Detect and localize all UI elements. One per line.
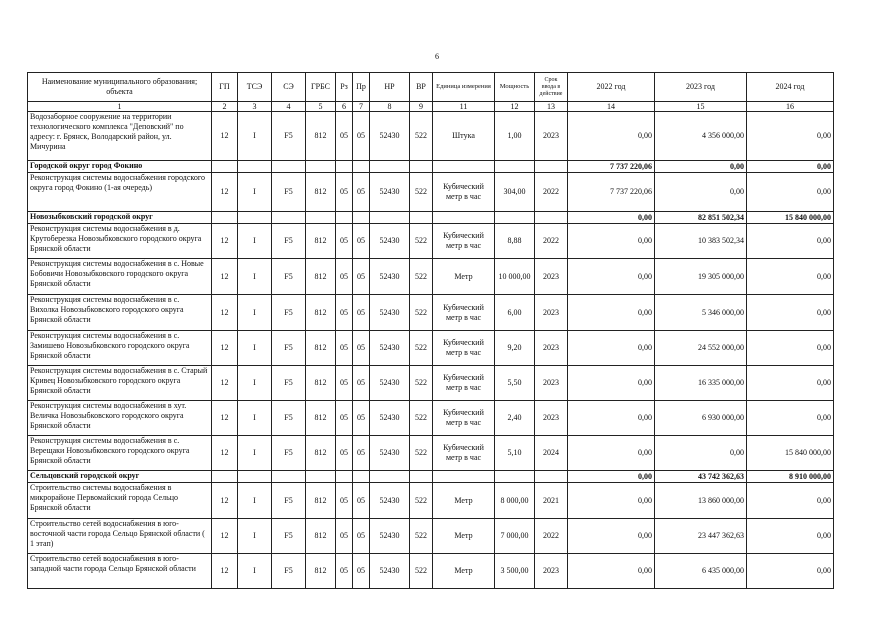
grbs-cell: 812 xyxy=(306,331,336,366)
object-name: Строительство сетей водоснабжения в юго-западной части города Сельцо Брянской области xyxy=(28,554,212,589)
group-row xyxy=(28,471,834,483)
rz-cell: 05 xyxy=(336,295,353,331)
gp-cell: 12 xyxy=(212,259,238,295)
group-total-2023: 0,00 xyxy=(655,161,747,173)
unit-cell: Кубический метр в час xyxy=(433,436,495,471)
table-row xyxy=(28,173,834,212)
column-number: 4 xyxy=(272,102,306,112)
empty-cell xyxy=(370,161,410,173)
unit-cell: Метр xyxy=(433,259,495,295)
header-cell: НР xyxy=(370,73,410,102)
grbs-cell: 812 xyxy=(306,401,336,436)
column-number: 16 xyxy=(747,102,834,112)
gp-cell: 12 xyxy=(212,519,238,554)
object-name: Реконструкция системы водоснабжения в с. Замишево Новозыбковского городского округа Брянской области xyxy=(28,331,212,366)
vr-cell: 522 xyxy=(410,366,433,401)
group-row xyxy=(28,212,834,224)
rz-cell: 05 xyxy=(336,436,353,471)
gp-cell: 12 xyxy=(212,401,238,436)
pr-cell: 05 xyxy=(353,331,370,366)
tse-cell: I xyxy=(238,366,272,401)
header-cell: Единица измерения xyxy=(433,73,495,102)
column-number: 1 xyxy=(28,102,212,112)
empty-cell xyxy=(410,161,433,173)
nr-cell: 52430 xyxy=(370,554,410,589)
gp-cell: 12 xyxy=(212,331,238,366)
rz-cell: 05 xyxy=(336,112,353,161)
pr-cell: 05 xyxy=(353,519,370,554)
year-cell: 2023 xyxy=(535,259,568,295)
tse-cell: I xyxy=(238,224,272,259)
empty-cell xyxy=(495,212,535,224)
tse-cell: I xyxy=(238,401,272,436)
table-row xyxy=(28,331,834,366)
empty-cell xyxy=(495,471,535,483)
value-2023: 10 383 502,34 xyxy=(655,224,747,259)
table-row xyxy=(28,519,834,554)
nr-cell: 52430 xyxy=(370,519,410,554)
grbs-cell: 812 xyxy=(306,483,336,519)
column-number: 11 xyxy=(433,102,495,112)
year-cell: 2023 xyxy=(535,295,568,331)
unit-cell: Штука xyxy=(433,112,495,161)
empty-cell xyxy=(535,212,568,224)
empty-cell xyxy=(353,161,370,173)
power-cell: 9,20 xyxy=(495,331,535,366)
object-name: Водозаборное сооружение на территории технологического комплекса "Деповский" по адресу: г. Брянск, Володарский район, ул. Мичурина xyxy=(28,112,212,161)
table-row xyxy=(28,436,834,471)
group-total-2022: 0,00 xyxy=(568,212,655,224)
column-number: 15 xyxy=(655,102,747,112)
pr-cell: 05 xyxy=(353,259,370,295)
power-cell: 8,88 xyxy=(495,224,535,259)
empty-cell xyxy=(336,212,353,224)
value-2022: 0,00 xyxy=(568,259,655,295)
value-2024: 0,00 xyxy=(747,295,834,331)
pr-cell: 05 xyxy=(353,554,370,589)
header-cell: Мощность xyxy=(495,73,535,102)
table-body xyxy=(28,112,834,589)
group-total-2023: 82 851 502,34 xyxy=(655,212,747,224)
value-2022: 7 737 220,06 xyxy=(568,173,655,212)
grbs-cell: 812 xyxy=(306,436,336,471)
empty-cell xyxy=(212,471,238,483)
se-cell: F5 xyxy=(272,366,306,401)
header-cell: ГРБС xyxy=(306,73,336,102)
se-cell: F5 xyxy=(272,173,306,212)
rz-cell: 05 xyxy=(336,173,353,212)
value-2023: 5 346 000,00 xyxy=(655,295,747,331)
unit-cell: Метр xyxy=(433,519,495,554)
vr-cell: 522 xyxy=(410,224,433,259)
empty-cell xyxy=(410,471,433,483)
empty-cell xyxy=(336,471,353,483)
empty-cell xyxy=(433,161,495,173)
object-name: Строительство системы водоснабжения в микрорайоне Первомайский города Сельцо Брянской области xyxy=(28,483,212,519)
value-2024: 0,00 xyxy=(747,331,834,366)
se-cell: F5 xyxy=(272,224,306,259)
group-total-2024: 0,00 xyxy=(747,161,834,173)
value-2023: 6 930 000,00 xyxy=(655,401,747,436)
se-cell: F5 xyxy=(272,436,306,471)
nr-cell: 52430 xyxy=(370,224,410,259)
empty-cell xyxy=(238,212,272,224)
group-total-2024: 8 910 000,00 xyxy=(747,471,834,483)
vr-cell: 522 xyxy=(410,483,433,519)
value-2022: 0,00 xyxy=(568,554,655,589)
object-name: Реконструкция системы водоснабжения в с. Верещаки Новозыбковского городского округа Брянской области xyxy=(28,436,212,471)
object-name: Реконструкция системы водоснабжения городского округа город Фокино (1-ая очередь) xyxy=(28,173,212,212)
empty-cell xyxy=(238,471,272,483)
grbs-cell: 812 xyxy=(306,224,336,259)
group-name: Сельцовский городской округ xyxy=(28,471,212,483)
value-2024: 0,00 xyxy=(747,519,834,554)
year-cell: 2023 xyxy=(535,554,568,589)
value-2022: 0,00 xyxy=(568,519,655,554)
column-number: 9 xyxy=(410,102,433,112)
pr-cell: 05 xyxy=(353,112,370,161)
se-cell: F5 xyxy=(272,554,306,589)
tse-cell: I xyxy=(238,295,272,331)
power-cell: 2,40 xyxy=(495,401,535,436)
unit-cell: Метр xyxy=(433,483,495,519)
rz-cell: 05 xyxy=(336,366,353,401)
rz-cell: 05 xyxy=(336,259,353,295)
object-name: Реконструкция системы водоснабжения в с. Новые Бобовичи Новозыбковского городского округа Брянской области xyxy=(28,259,212,295)
tse-cell: I xyxy=(238,483,272,519)
pr-cell: 05 xyxy=(353,366,370,401)
rz-cell: 05 xyxy=(336,401,353,436)
header-cell: ВР xyxy=(410,73,433,102)
column-number: 6 xyxy=(336,102,353,112)
value-2023: 16 335 000,00 xyxy=(655,366,747,401)
value-2022: 0,00 xyxy=(568,224,655,259)
value-2023: 19 305 000,00 xyxy=(655,259,747,295)
unit-cell: Кубический метр в час xyxy=(433,295,495,331)
nr-cell: 52430 xyxy=(370,173,410,212)
value-2024: 0,00 xyxy=(747,173,834,212)
nr-cell: 52430 xyxy=(370,112,410,161)
se-cell: F5 xyxy=(272,331,306,366)
gp-cell: 12 xyxy=(212,112,238,161)
grbs-cell: 812 xyxy=(306,519,336,554)
vr-cell: 522 xyxy=(410,331,433,366)
header-cell: 2022 год xyxy=(568,73,655,102)
empty-cell xyxy=(212,212,238,224)
value-2022: 0,00 xyxy=(568,331,655,366)
group-name: Городской округ город Фокино xyxy=(28,161,212,173)
vr-cell: 522 xyxy=(410,295,433,331)
table-row xyxy=(28,401,834,436)
group-name: Новозыбковский городской округ xyxy=(28,212,212,224)
header-cell: Рз xyxy=(336,73,353,102)
tse-cell: I xyxy=(238,173,272,212)
vr-cell: 522 xyxy=(410,554,433,589)
vr-cell: 522 xyxy=(410,173,433,212)
nr-cell: 52430 xyxy=(370,401,410,436)
nr-cell: 52430 xyxy=(370,483,410,519)
unit-cell: Кубический метр в час xyxy=(433,331,495,366)
unit-cell: Кубический метр в час xyxy=(433,401,495,436)
group-row xyxy=(28,161,834,173)
se-cell: F5 xyxy=(272,259,306,295)
object-name: Реконструкция системы водоснабжения в д. Крутоберезка Новозыбковского городского округа Брянской области xyxy=(28,224,212,259)
column-number: 3 xyxy=(238,102,272,112)
gp-cell: 12 xyxy=(212,224,238,259)
gp-cell: 12 xyxy=(212,554,238,589)
header-cell: СЭ xyxy=(272,73,306,102)
table-row xyxy=(28,366,834,401)
column-number: 13 xyxy=(535,102,568,112)
value-2024: 0,00 xyxy=(747,224,834,259)
group-total-2023: 43 742 362,63 xyxy=(655,471,747,483)
pr-cell: 05 xyxy=(353,401,370,436)
grbs-cell: 812 xyxy=(306,173,336,212)
power-cell: 304,00 xyxy=(495,173,535,212)
header-cell: Пр xyxy=(353,73,370,102)
empty-cell xyxy=(353,212,370,224)
empty-cell xyxy=(433,471,495,483)
empty-cell xyxy=(306,471,336,483)
nr-cell: 52430 xyxy=(370,366,410,401)
header-cell: Наименование муниципального образования; объекта xyxy=(28,73,212,102)
pr-cell: 05 xyxy=(353,483,370,519)
value-2023: 6 435 000,00 xyxy=(655,554,747,589)
empty-cell xyxy=(353,471,370,483)
table-row xyxy=(28,224,834,259)
column-number: 2 xyxy=(212,102,238,112)
tse-cell: I xyxy=(238,554,272,589)
table-row xyxy=(28,112,834,161)
value-2024: 0,00 xyxy=(747,112,834,161)
value-2023: 24 552 000,00 xyxy=(655,331,747,366)
tse-cell: I xyxy=(238,436,272,471)
table-row xyxy=(28,554,834,589)
power-cell: 5,50 xyxy=(495,366,535,401)
empty-cell xyxy=(306,212,336,224)
empty-cell xyxy=(433,212,495,224)
power-cell: 5,10 xyxy=(495,436,535,471)
rz-cell: 05 xyxy=(336,554,353,589)
empty-cell xyxy=(370,471,410,483)
unit-cell: Метр xyxy=(433,554,495,589)
year-cell: 2023 xyxy=(535,331,568,366)
value-2023: 0,00 xyxy=(655,436,747,471)
table-row xyxy=(28,483,834,519)
value-2024: 0,00 xyxy=(747,401,834,436)
empty-cell xyxy=(535,471,568,483)
power-cell: 7 000,00 xyxy=(495,519,535,554)
value-2022: 0,00 xyxy=(568,112,655,161)
header-cell: ТСЭ xyxy=(238,73,272,102)
value-2022: 0,00 xyxy=(568,436,655,471)
tse-cell: I xyxy=(238,519,272,554)
vr-cell: 522 xyxy=(410,519,433,554)
column-number: 5 xyxy=(306,102,336,112)
se-cell: F5 xyxy=(272,401,306,436)
header-cell: ГП xyxy=(212,73,238,102)
value-2022: 0,00 xyxy=(568,483,655,519)
rz-cell: 05 xyxy=(336,483,353,519)
value-2023: 4 356 000,00 xyxy=(655,112,747,161)
empty-cell xyxy=(272,161,306,173)
column-number: 12 xyxy=(495,102,535,112)
gp-cell: 12 xyxy=(212,173,238,212)
power-cell: 1,00 xyxy=(495,112,535,161)
power-cell: 8 000,00 xyxy=(495,483,535,519)
vr-cell: 522 xyxy=(410,112,433,161)
year-cell: 2022 xyxy=(535,224,568,259)
column-number: 14 xyxy=(568,102,655,112)
year-cell: 2021 xyxy=(535,483,568,519)
se-cell: F5 xyxy=(272,519,306,554)
object-name: Реконструкция системы водоснабжения в с. Вихолка Новозыбковского городского округа Брянской области xyxy=(28,295,212,331)
nr-cell: 52430 xyxy=(370,436,410,471)
pr-cell: 05 xyxy=(353,295,370,331)
unit-cell: Кубический метр в час xyxy=(433,224,495,259)
rz-cell: 05 xyxy=(336,331,353,366)
header-cell: 2024 год xyxy=(747,73,834,102)
gp-cell: 12 xyxy=(212,295,238,331)
year-cell: 2023 xyxy=(535,112,568,161)
column-number: 7 xyxy=(353,102,370,112)
empty-cell xyxy=(272,471,306,483)
year-cell: 2024 xyxy=(535,436,568,471)
value-2022: 0,00 xyxy=(568,295,655,331)
year-cell: 2022 xyxy=(535,519,568,554)
value-2024: 0,00 xyxy=(747,554,834,589)
empty-cell xyxy=(336,161,353,173)
header-cell: Срок ввода в действие xyxy=(535,73,568,102)
value-2022: 0,00 xyxy=(568,401,655,436)
pr-cell: 05 xyxy=(353,224,370,259)
value-2022: 0,00 xyxy=(568,366,655,401)
page-number: 6 xyxy=(435,52,439,61)
group-total-2022: 0,00 xyxy=(568,471,655,483)
table-row xyxy=(28,259,834,295)
unit-cell: Кубический метр в час xyxy=(433,173,495,212)
grbs-cell: 812 xyxy=(306,295,336,331)
grbs-cell: 812 xyxy=(306,112,336,161)
grbs-cell: 812 xyxy=(306,259,336,295)
empty-cell xyxy=(410,212,433,224)
empty-cell xyxy=(535,161,568,173)
gp-cell: 12 xyxy=(212,366,238,401)
se-cell: F5 xyxy=(272,483,306,519)
rz-cell: 05 xyxy=(336,224,353,259)
empty-cell xyxy=(238,161,272,173)
empty-cell xyxy=(306,161,336,173)
gp-cell: 12 xyxy=(212,436,238,471)
investment-table xyxy=(27,72,834,589)
object-name: Строительство сетей водоснабжения в юго-восточной части города Сельцо Брянской области ( 1 этап) xyxy=(28,519,212,554)
pr-cell: 05 xyxy=(353,173,370,212)
empty-cell xyxy=(370,212,410,224)
se-cell: F5 xyxy=(272,295,306,331)
header-cell: 2023 год xyxy=(655,73,747,102)
tse-cell: I xyxy=(238,112,272,161)
table-row xyxy=(28,295,834,331)
vr-cell: 522 xyxy=(410,401,433,436)
vr-cell: 522 xyxy=(410,436,433,471)
power-cell: 3 500,00 xyxy=(495,554,535,589)
value-2023: 0,00 xyxy=(655,173,747,212)
tse-cell: I xyxy=(238,259,272,295)
empty-cell xyxy=(212,161,238,173)
grbs-cell: 812 xyxy=(306,554,336,589)
value-2024: 0,00 xyxy=(747,483,834,519)
power-cell: 6,00 xyxy=(495,295,535,331)
column-number-row xyxy=(28,102,834,112)
year-cell: 2023 xyxy=(535,366,568,401)
year-cell: 2022 xyxy=(535,173,568,212)
header-row xyxy=(28,73,834,102)
value-2023: 13 860 000,00 xyxy=(655,483,747,519)
column-number: 8 xyxy=(370,102,410,112)
unit-cell: Кубический метр в час xyxy=(433,366,495,401)
year-cell: 2023 xyxy=(535,401,568,436)
value-2024: 0,00 xyxy=(747,366,834,401)
nr-cell: 52430 xyxy=(370,295,410,331)
nr-cell: 52430 xyxy=(370,259,410,295)
empty-cell xyxy=(272,212,306,224)
se-cell: F5 xyxy=(272,112,306,161)
tse-cell: I xyxy=(238,331,272,366)
group-total-2024: 15 840 000,00 xyxy=(747,212,834,224)
vr-cell: 522 xyxy=(410,259,433,295)
power-cell: 10 000,00 xyxy=(495,259,535,295)
gp-cell: 12 xyxy=(212,483,238,519)
value-2024: 15 840 000,00 xyxy=(747,436,834,471)
value-2023: 23 447 362,63 xyxy=(655,519,747,554)
object-name: Реконструкция системы водоснабжения в хут. Величка Новозыбковского городского округа Брянской области xyxy=(28,401,212,436)
grbs-cell: 812 xyxy=(306,366,336,401)
value-2024: 0,00 xyxy=(747,259,834,295)
group-total-2022: 7 737 220,06 xyxy=(568,161,655,173)
rz-cell: 05 xyxy=(336,519,353,554)
empty-cell xyxy=(495,161,535,173)
object-name: Реконструкция системы водоснабжения в с. Старый Кривец Новозыбковского городского округа Брянской области xyxy=(28,366,212,401)
nr-cell: 52430 xyxy=(370,331,410,366)
pr-cell: 05 xyxy=(353,436,370,471)
